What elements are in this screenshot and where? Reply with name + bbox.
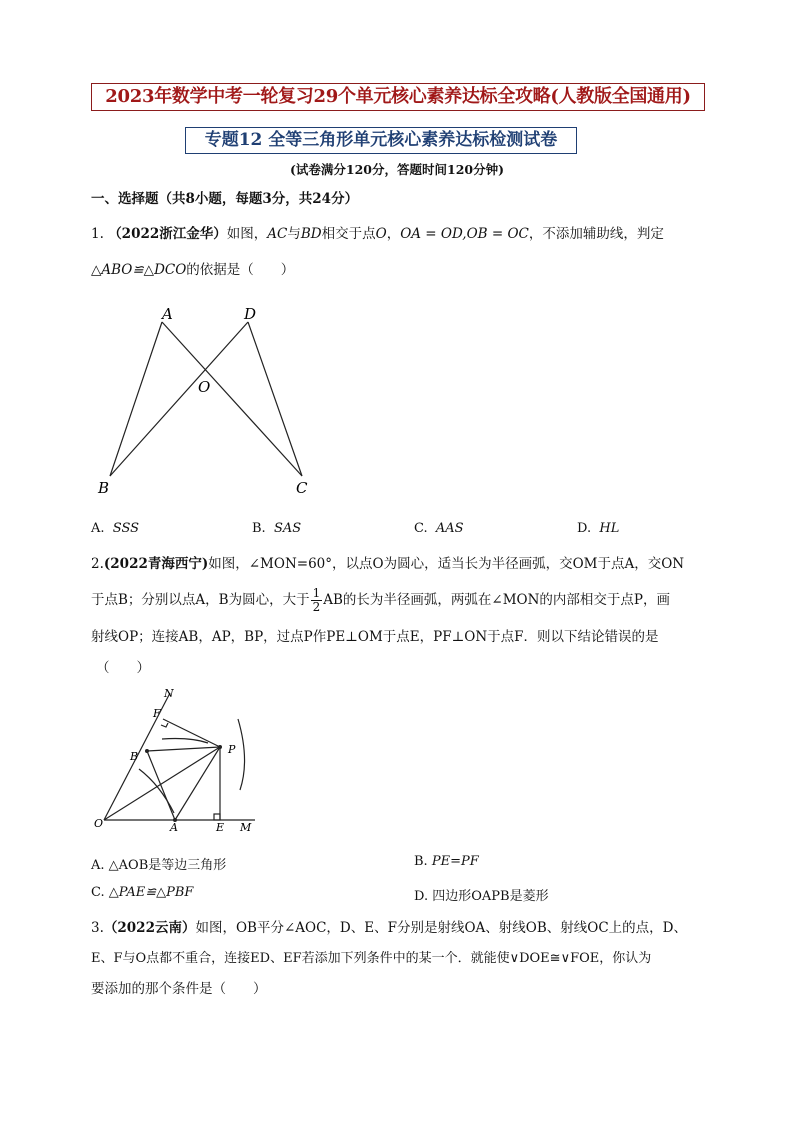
q1-congruence: △ABO≌△DCO — [91, 262, 187, 278]
q1-option-b[interactable] — [252, 521, 301, 536]
section-title: 一、选择题（共8小题，每题3分，共24分） — [91, 191, 359, 207]
q1-figure — [90, 300, 330, 505]
q1-option-c[interactable] — [414, 521, 464, 536]
q1-text: ， — [386, 226, 401, 242]
q2-option-text: △PAE≌△PBF — [108, 885, 194, 900]
q2-number: 2. — [91, 556, 104, 572]
q1-seg-bd: BD — [300, 226, 322, 242]
q1-option-value: SAS — [273, 521, 302, 536]
document-title: 2023年数学中考一轮复习29个单元核心素养达标全攻略(人教版全国通用) — [91, 83, 705, 111]
q1-label-a: A — [162, 305, 173, 323]
q2-option-letter: C. — [91, 885, 105, 900]
q3-text: 如图，OB平分∠AOC，D、E、F分别是射线OA、射线OB、射线OC上的点，D、 — [195, 920, 687, 936]
q1-label-d: D — [244, 305, 257, 323]
q1-condition: OA = OD,OB = OC — [400, 226, 529, 242]
fraction-numerator: 1 — [312, 586, 321, 600]
q2-option-letter: D. — [414, 889, 429, 904]
q2-line1 — [91, 552, 684, 572]
q2-option-letter: B. — [414, 854, 428, 869]
q2-text: AB的长为半径画弧，两弧在∠MON的内部相交于点P，画 — [323, 592, 671, 608]
q2-line2 — [91, 587, 670, 614]
q2-option-c[interactable] — [91, 885, 193, 900]
q2-label-a: A — [170, 821, 178, 834]
q1-source: （2022浙江金华） — [108, 226, 227, 242]
q1-option-a[interactable] — [91, 521, 139, 536]
q1-text: 与 — [287, 226, 301, 242]
q1-option-letter: C. — [414, 521, 428, 536]
q2-label-p: P — [228, 743, 236, 756]
q2-source: (2022青海西宁) — [103, 556, 209, 572]
q1-line2 — [91, 258, 294, 278]
q2-label-e: E — [216, 821, 225, 834]
q2-figure — [90, 685, 270, 835]
q2-option-text: △AOB是等边三角形 — [108, 858, 227, 873]
q1-line1 — [91, 222, 664, 242]
q1-label-o: O — [198, 378, 211, 396]
q3-line3: 要添加的那个条件是（ ） — [91, 981, 267, 997]
q1-option-letter: A. — [91, 521, 105, 536]
q1-seg-ac: AC — [267, 226, 288, 242]
q2-option-b[interactable] — [414, 854, 479, 869]
q2-option-letter: A. — [91, 858, 105, 873]
q1-point-o: O — [375, 226, 387, 242]
q1-option-value: SSS — [112, 521, 140, 536]
q2-option-d[interactable] — [414, 885, 549, 904]
q2-line3: 射线OP；连接AB，AP，BP，过点P作PE⊥OM于点E，PF⊥ON于点F．则以下结论错误的是 — [91, 629, 659, 645]
q2-label-f: F — [153, 707, 161, 720]
q3-line2: E、F与O点都不重合，连接ED、EF若添加下列条件中的某一个．就能使∨DOE≅∨FOE，你认为 — [91, 951, 652, 966]
q3-number: 3. — [91, 920, 104, 936]
q2-option-text: PE=PF — [431, 854, 479, 869]
q3-source: （2022云南） — [103, 920, 196, 936]
fraction-denominator: 2 — [312, 600, 321, 614]
q1-text: 相交于点 — [321, 226, 376, 242]
q2-option-a[interactable] — [91, 854, 226, 873]
q1-text: 的依据是（ ） — [186, 262, 295, 278]
q2-label-b: B — [130, 750, 139, 763]
q1-option-letter: D. — [577, 521, 592, 536]
q1-text: 如图， — [226, 226, 268, 242]
q2-text: 于点B；分别以点A，B为圆心，大于 — [91, 592, 310, 608]
q2-line4: （ ） — [96, 660, 150, 676]
q1-number: 1. — [91, 226, 104, 242]
q2-fraction — [311, 587, 323, 614]
q2-label-o: O — [94, 817, 104, 830]
q1-option-value: HL — [599, 521, 620, 536]
document-subtitle: 专题12 全等三角形单元核心素养达标检测试卷 — [185, 127, 577, 154]
q2-label-n: N — [164, 687, 174, 700]
q2-label-m: M — [240, 821, 252, 834]
exam-note: (试卷满分120分，答题时间120分钟) — [289, 162, 504, 177]
q1-text: ，不添加辅助线，判定 — [528, 226, 664, 242]
q1-option-value: AAS — [435, 521, 464, 536]
q1-label-c: C — [296, 479, 308, 497]
q1-option-letter: B. — [252, 521, 266, 536]
q3-line1 — [91, 916, 687, 936]
q2-text: 如图，∠MON=60°，以点O为圆心，适当长为半径画弧，交OM于点A，交ON — [208, 556, 685, 572]
q1-option-d[interactable] — [577, 521, 619, 536]
q1-label-b: B — [98, 479, 110, 497]
q2-option-text: 四边形OAPB是菱形 — [432, 889, 549, 904]
